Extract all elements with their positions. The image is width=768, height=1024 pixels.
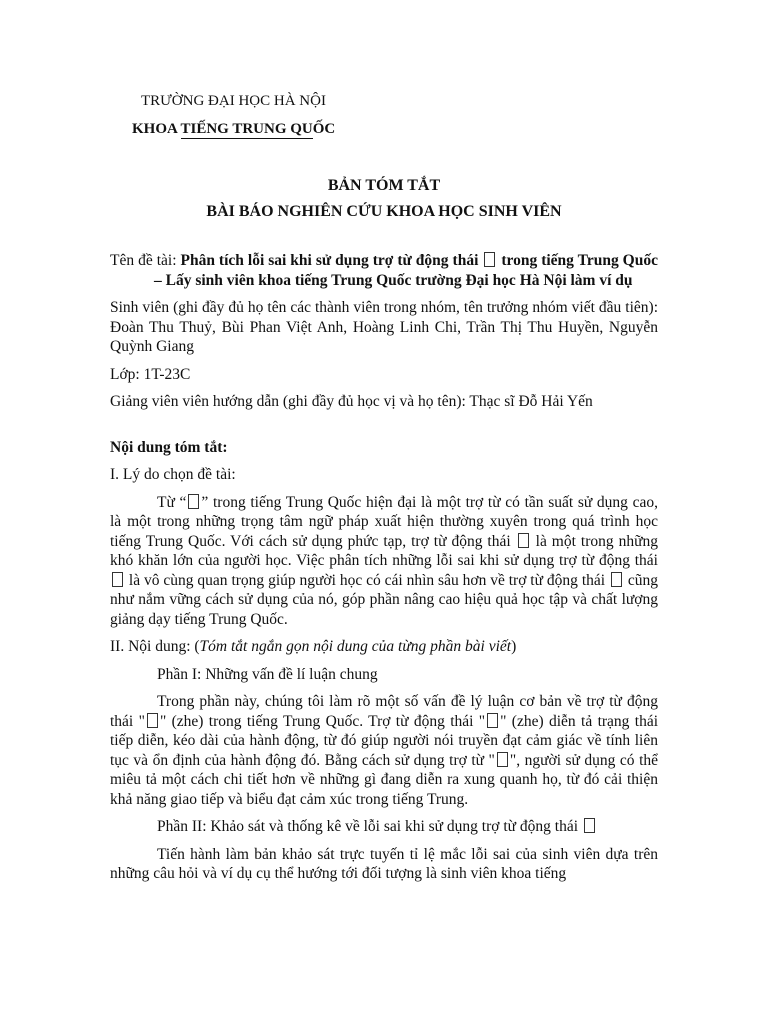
faculty-name: KHOA TIẾNG TRUNG QUỐC <box>132 120 336 137</box>
document-page <box>110 92 658 884</box>
students-line: Sinh viên (ghi đầy đủ họ tên các thành viên trong nhóm, tên trưởng nhóm viết đầu tiên): Đoàn Thu Thuỷ, Bùi Phan Việt Anh, Hoàng Linh Chi, Trần Thị Thu Huyền, Nguyễn Quỳnh Giang <box>110 299 658 355</box>
missing-glyph-icon <box>497 752 508 767</box>
part1-paragraph: Trong phần này, chúng tôi làm rõ một số vấn đề lý luận cơ bản về trợ từ động thái " " (zhe) trong tiếng Trung Quốc. Trợ từ động thái " " (zhe) diễn tả trạng thái tiếp diễn, kéo dài của hành động, từ đó giúp người nói truyền đạt cảm giác về tính liên tục và ổn định của hành động đó. Bằng cách sử dụng trợ từ " ", người sử dụng có thể miêu tả một cách chi tiết hơn về những gì đang diễn ra xung quanh họ, từ đó cải thiện khả năng giao tiếp và biểu đạt cảm xúc trong tiếng Trung. <box>110 693 659 808</box>
university-name: TRƯỜNG ĐẠI HỌC HÀ NỘI <box>141 93 326 109</box>
document-title: BẢN TÓM TẮT <box>327 177 441 194</box>
missing-glyph-icon <box>112 572 123 587</box>
part2-paragraph: Tiến hành làm bản khảo sát trực tuyến tỉ lệ mắc lỗi sai của sinh viên dựa trên những câu hỏi và ví dụ cụ thể hướng tới đối tượng là sinh viên khoa tiếng <box>110 845 658 882</box>
part2-heading: Phần II: Khảo sát và thống kê về lỗi sai khi sử dụng trợ từ động thái <box>110 817 658 837</box>
advisor-line: Giảng viên viên hướng dẫn (ghi đầy đủ học vị và họ tên): Thạc sĩ Đỗ Hải Yến <box>110 393 593 410</box>
missing-glyph-icon <box>147 713 158 728</box>
missing-glyph-icon <box>188 494 199 509</box>
missing-glyph-icon <box>611 572 622 587</box>
missing-glyph-icon <box>584 818 595 833</box>
topic-line: Tên đề tài: Phân tích lỗi sai khi sử dụng trợ từ động thái trong tiếng Trung Quốc – Lấy sinh viên khoa tiếng Trung Quốc trường Đại học Hà Nội làm ví dụ <box>110 252 658 289</box>
section2-heading: II. Nội dung: (Tóm tắt ngắn gọn nội dung của từng phần bài viết) <box>110 638 517 655</box>
part1-heading: Phần I: Những vấn đề lí luận chung <box>157 665 378 683</box>
missing-glyph-icon <box>518 533 529 548</box>
document-subtitle: BÀI BÁO NGHIÊN CỨU KHOA HỌC SINH VIÊN <box>206 203 562 220</box>
missing-glyph-icon <box>487 713 498 728</box>
class-line: Lớp: 1T-23C <box>110 365 191 383</box>
missing-glyph-icon <box>484 252 495 267</box>
section1-heading: I. Lý do chọn đề tài: <box>110 466 236 483</box>
summary-heading: Nội dung tóm tắt: <box>110 438 228 456</box>
section1-paragraph: Từ “ ” trong tiếng Trung Quốc hiện đại là một trợ từ có tần suất sử dụng cao, là một trong những trọng tâm ngữ pháp xuất hiện thường xuyên trong quá trình học tiếng Trung Quốc. Với cách sử dụng phức tạp, trợ từ động thái là một trong những khó khăn lớn của người học. Việc phân tích những lỗi sai khi sử dụng trợ từ động thái là vô cùng quan trọng giúp người học có cái nhìn sâu hơn về trợ từ động thái cũng như nắm vững cách sử dụng của nó, góp phần nâng cao hiệu quả học tập và chất lượng giảng dạy tiếng Trung Quốc. <box>110 493 658 628</box>
